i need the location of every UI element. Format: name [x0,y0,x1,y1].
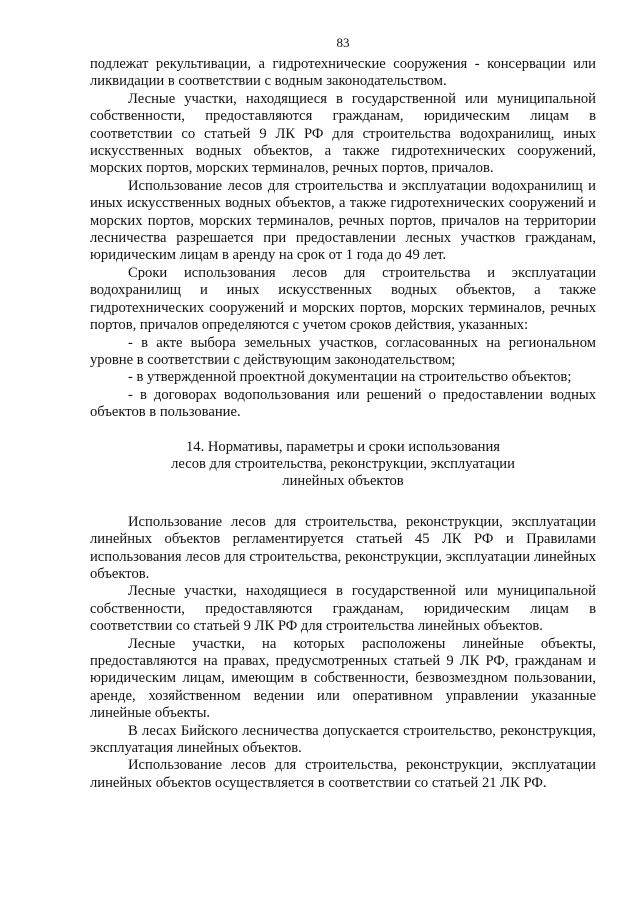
section-title-line-2: лесов для строительства, реконструкции, эксплуатации [171,455,515,472]
paragraph-forest-use-reservoirs: Использование лесов для строительства и эксплуатации водохранилищ и иных искусственных водных объектов, а также гидротехнических сооружений и морских портов, морских терминалов, речных портов, причалов на территории лесничества разрешается при предоставлении лесных участков гражданам, юридическим лицам в аренду на срок от 1 года до 49 лет. [90,177,596,264]
list-item-project-documentation: - в утвержденной проектной документации на строительство объектов; [128,369,572,386]
list-item-water-use-contracts: - в договорах водопользования или решений о предоставлении водных объектов в пользование. [90,386,596,421]
paragraph-linear-objects-regulation: Использование лесов для строительства, реконструкции, эксплуатации линейных объектов регламентируется статьей 45 ЛК РФ и Правилами использования лесов для строительства, реконструкции, эксплуатации линейных объектов. [90,513,596,582]
top-text-block [90,56,596,422]
paragraph-biysk-forestry: В лесах Бийского лесничества допускается строительство, реконструкция, эксплуатация линейных объектов. [90,722,596,757]
section-title [90,439,596,491]
bottom-text-block [90,514,596,793]
paragraph-usage-terms: Сроки использования лесов для строительства и эксплуатации водохранилищ и иных искусственных водных объектов, а также гидротехнических сооружений и морских портов, морских терминалов, речных портов, причалов определяются с учетом сроков действия, указанных: [90,264,596,334]
document-page [90,34,596,792]
section-title-line-3: линейных объектов [282,473,404,490]
paragraph-reclamation: подлежат рекультивации, а гидротехнические сооружения - консервации или ликвидации в соответствии с водным законодательством. [90,56,596,90]
page-number: 83 [336,35,350,50]
paragraph-article-21: Использование лесов для строительства, реконструкции, эксплуатации линейных объектов осуществляется в соответствии со статьей 21 ЛК РФ. [90,757,596,791]
paragraph-linear-objects-rights: Лесные участки, на которых расположены линейные объекты, предоставляются на правах, предусмотренных статьей 9 ЛК РФ, гражданам и юридическим лицам, имеющим в собственности, безвозмездном пользовании, аренде, хозяйственном ведении или оперативном управлении указанные линейные объекты. [90,635,596,722]
list-item-land-selection-act: - в акте выбора земельных участков, согласованных на региональном уровне в соответствии с действующим законодательством; [90,334,596,368]
section-title-line-1: 14. Нормативы, параметры и сроки использования [185,438,500,455]
paragraph-forest-plots-provision: Лесные участки, находящиеся в государственной или муниципальной собственности, предоставляются гражданам, юридическим лицам в соответствии со статьей 9 ЛК РФ для строительства водохранилищ, иных искусственных водных объектов, а также гидротехнических сооружений, морских портов, морских терминалов, речных портов, причалов. [90,90,596,177]
paragraph-linear-objects-provision: Лесные участки, находящиеся в государственной или муниципальной собственности, предоставляются гражданам, юридическим лицам в соответствии со статьей 9 ЛК РФ для строительства линейных объектов. [90,583,596,635]
